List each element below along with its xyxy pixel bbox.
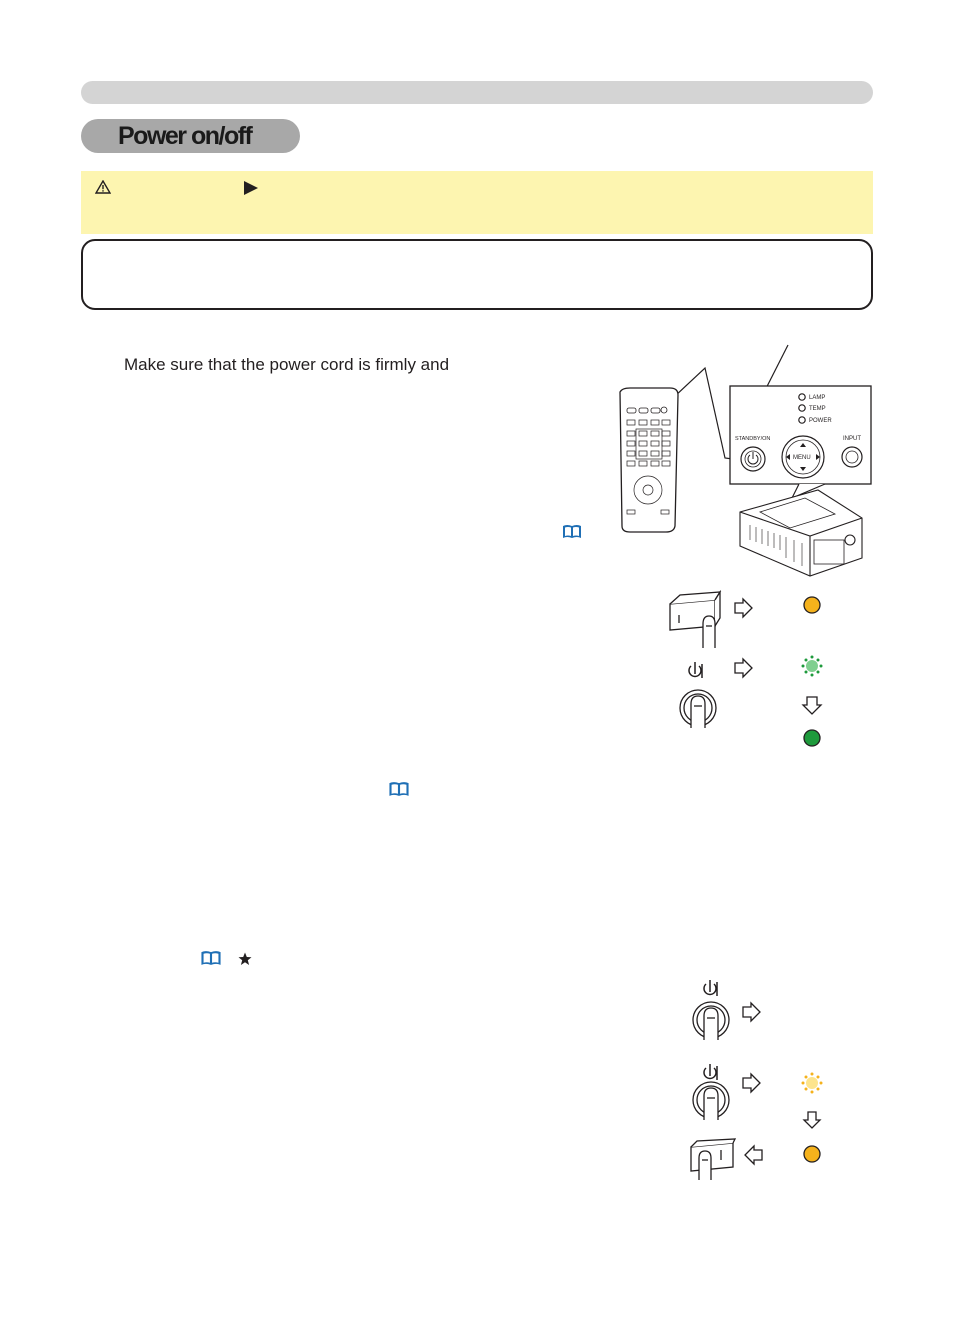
book-reference-icon	[200, 950, 222, 967]
remote-control	[620, 388, 678, 532]
power-indicator-blinking-green-icon	[802, 656, 823, 677]
power-indicator-orange-icon	[804, 597, 820, 613]
right-arrow-icon	[743, 1003, 760, 1021]
right-triangle-arrow-icon	[243, 181, 259, 195]
left-arrow-icon	[745, 1146, 762, 1164]
down-arrow-icon	[803, 697, 821, 714]
right-arrow-icon	[743, 1074, 760, 1092]
step-1-text: Make sure that the power cord is firmly and	[124, 355, 450, 374]
section-heading-pill	[81, 119, 300, 153]
book-reference-icon	[388, 781, 410, 798]
power-on-sequence	[665, 590, 835, 750]
power-label: POWER	[809, 418, 832, 424]
power-switch-icon	[670, 592, 720, 648]
input-label: INPUT	[843, 436, 861, 442]
standby-power-icon	[704, 1064, 717, 1080]
projector-control-illustration	[600, 340, 890, 580]
power-off-sequence	[685, 975, 835, 1185]
control-panel	[730, 386, 871, 498]
finger-press-icon	[680, 690, 716, 728]
note-box	[81, 239, 873, 310]
finger-press-icon	[693, 1002, 729, 1040]
warning-box	[81, 171, 873, 234]
right-arrow-icon	[735, 659, 752, 677]
standby-label: STANDBY/ON	[735, 436, 771, 442]
lamp-label: LAMP	[809, 395, 826, 401]
standby-power-icon	[704, 980, 717, 996]
section-title: Power on/off	[118, 122, 252, 150]
projector-body	[740, 490, 862, 576]
header-bar	[81, 81, 873, 104]
finger-press-icon	[693, 1082, 729, 1120]
book-reference-icon	[562, 524, 582, 540]
standby-power-icon	[689, 662, 702, 678]
down-arrow-icon	[804, 1112, 820, 1128]
right-arrow-icon	[735, 599, 752, 617]
warning-triangle-icon	[95, 180, 111, 194]
star-icon	[238, 952, 252, 966]
temp-label: TEMP	[809, 406, 826, 412]
power-indicator-blinking-orange-icon	[802, 1073, 823, 1094]
power-indicator-orange-icon	[804, 1146, 820, 1162]
menu-label: MENU	[793, 455, 811, 461]
power-switch-icon	[691, 1139, 735, 1180]
power-indicator-green-icon	[804, 730, 820, 746]
